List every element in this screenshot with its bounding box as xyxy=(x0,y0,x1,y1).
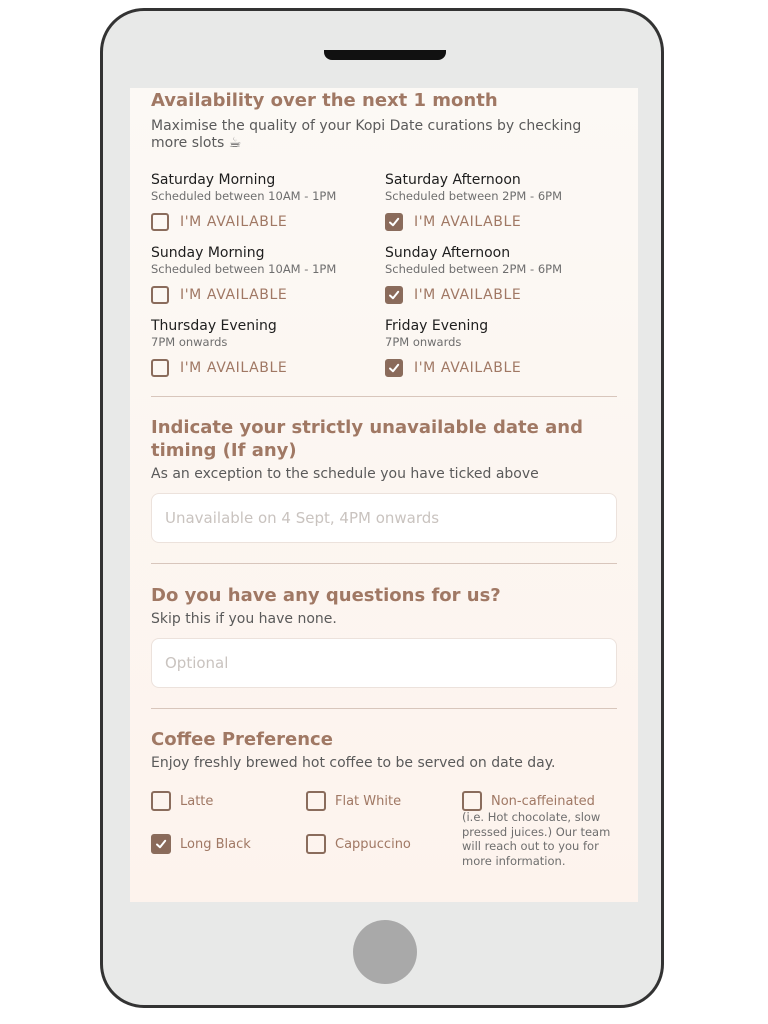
available-checkbox-friday-evening[interactable] xyxy=(385,359,619,377)
questions-input-box[interactable] xyxy=(151,638,617,688)
checkbox[interactable] xyxy=(306,791,326,811)
questions-title: Do you have any questions for us? xyxy=(151,585,501,606)
availability-title: Availability over the next 1 month xyxy=(151,90,498,111)
coffee-label[interactable]: Flat White xyxy=(335,793,402,809)
coffee-label[interactable]: Latte xyxy=(180,793,214,809)
checkbox-checked[interactable] xyxy=(385,286,403,304)
checkbox-checked[interactable] xyxy=(151,834,171,854)
slot-name: Saturday Morning xyxy=(151,172,276,188)
available-checkbox-sunday-morning[interactable] xyxy=(151,286,385,304)
available-checkbox-thursday-evening[interactable] xyxy=(151,359,385,377)
coffee-option-latte[interactable] xyxy=(151,791,213,811)
slot-saturday-morning xyxy=(151,172,385,231)
checkmark-icon xyxy=(388,362,400,374)
checkmark-icon xyxy=(388,216,400,228)
phone-speaker xyxy=(324,50,446,60)
questions-section xyxy=(151,564,617,688)
slot-sunday-afternoon xyxy=(385,245,619,304)
coffee-options xyxy=(151,791,617,871)
slot-sunday-morning xyxy=(151,245,385,304)
coffee-title: Coffee Preference xyxy=(151,729,333,750)
unavailable-input[interactable] xyxy=(163,508,605,528)
coffee-label[interactable]: Long Black xyxy=(180,836,251,852)
available-label[interactable]: I'M AVAILABLE xyxy=(414,360,522,376)
slot-schedule: Scheduled between 2PM - 6PM xyxy=(385,262,562,276)
available-label[interactable]: I'M AVAILABLE xyxy=(180,214,288,230)
checkmark-icon xyxy=(155,838,167,850)
available-checkbox-saturday-morning[interactable] xyxy=(151,213,385,231)
checkbox-checked[interactable] xyxy=(385,213,403,231)
coffee-section xyxy=(151,709,617,871)
form-screen[interactable] xyxy=(130,88,638,902)
slot-schedule: Scheduled between 10AM - 1PM xyxy=(151,189,337,203)
availability-description: Maximise the quality of your Kopi Date curations by checking more slots ☕ xyxy=(151,118,582,151)
checkbox-checked[interactable] xyxy=(385,359,403,377)
slot-saturday-afternoon xyxy=(385,172,619,231)
unavailable-input-box[interactable] xyxy=(151,493,617,543)
coffee-description: Enjoy freshly brewed hot coffee to be served on date day. xyxy=(151,755,556,771)
coffee-option-non-caffeinated[interactable] xyxy=(462,791,595,811)
slot-friday-evening xyxy=(385,318,619,377)
coffee-label[interactable]: Non-caffeinated xyxy=(491,793,595,809)
unavailable-description: As an exception to the schedule you have ticked above xyxy=(151,466,539,482)
unavailable-title: Indicate your strictly unavailable date and timing (If any) xyxy=(151,417,583,461)
slot-schedule: Scheduled between 2PM - 6PM xyxy=(385,189,562,203)
available-checkbox-sunday-afternoon[interactable] xyxy=(385,286,619,304)
coffee-label[interactable]: Cappuccino xyxy=(335,836,411,852)
questions-input[interactable] xyxy=(163,653,605,673)
coffee-option-cappuccino[interactable] xyxy=(306,834,411,854)
slot-name: Thursday Evening xyxy=(151,318,277,334)
available-label[interactable]: I'M AVAILABLE xyxy=(414,287,522,303)
coffee-option-flat-white[interactable] xyxy=(306,791,401,811)
availability-slots xyxy=(151,172,617,377)
slot-name: Saturday Afternoon xyxy=(385,172,521,188)
questions-description: Skip this if you have none. xyxy=(151,611,337,627)
home-button[interactable] xyxy=(353,920,417,984)
coffee-option-long-black[interactable] xyxy=(151,834,251,854)
slot-schedule: 7PM onwards xyxy=(151,335,228,349)
available-label[interactable]: I'M AVAILABLE xyxy=(180,287,288,303)
checkbox[interactable] xyxy=(462,791,482,811)
checkbox[interactable] xyxy=(151,213,169,231)
available-label[interactable]: I'M AVAILABLE xyxy=(414,214,522,230)
slot-name: Friday Evening xyxy=(385,318,489,334)
slot-schedule: 7PM onwards xyxy=(385,335,462,349)
slot-name: Sunday Afternoon xyxy=(385,245,511,261)
checkmark-icon xyxy=(388,289,400,301)
checkbox[interactable] xyxy=(306,834,326,854)
availability-section xyxy=(151,88,617,377)
slot-schedule: Scheduled between 10AM - 1PM xyxy=(151,262,337,276)
checkbox[interactable] xyxy=(151,286,169,304)
slot-name: Sunday Morning xyxy=(151,245,265,261)
checkbox[interactable] xyxy=(151,791,171,811)
available-checkbox-saturday-afternoon[interactable] xyxy=(385,213,619,231)
non-caffeinated-note: (i.e. Hot chocolate, slow pressed juices.) Our team will reach out to you for more information. xyxy=(462,810,611,868)
slot-thursday-evening xyxy=(151,318,385,377)
available-label[interactable]: I'M AVAILABLE xyxy=(180,360,288,376)
unavailable-section xyxy=(151,397,617,543)
checkbox[interactable] xyxy=(151,359,169,377)
